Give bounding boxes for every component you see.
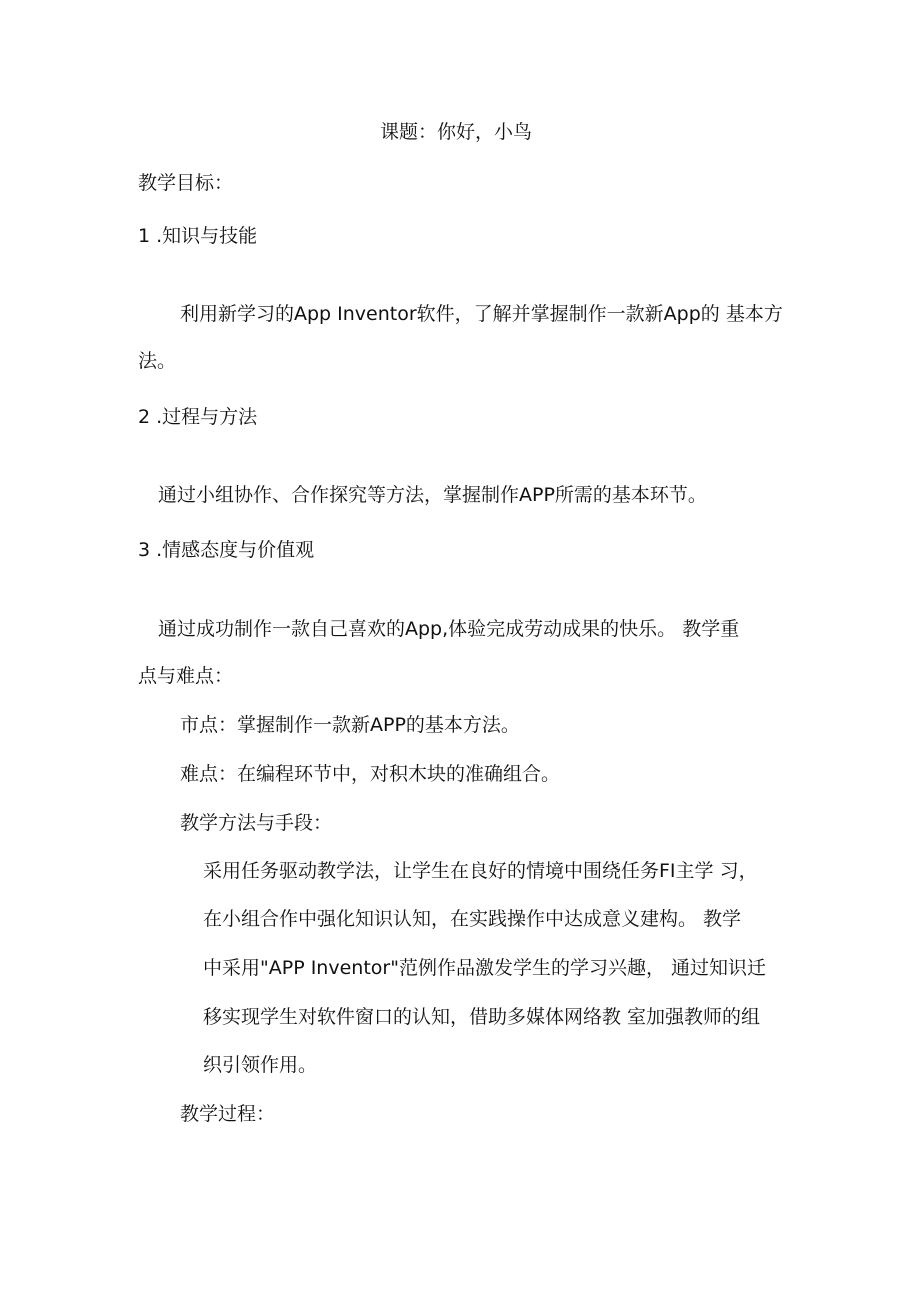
page-title: 课题：你好，小鸟 <box>380 121 533 143</box>
section3-heading: 3 .情感态度与价值观 <box>138 539 315 561</box>
objectives-heading: 教学目标： <box>138 172 234 194</box>
difficult-point: 难点：在编程环节中，对积木块的准确组合。 <box>180 763 561 785</box>
process-heading: 教学过程： <box>180 1103 276 1125</box>
section1-heading: 1 .知识与技能 <box>138 225 258 247</box>
methods-line: 织引领作用。 <box>203 1054 318 1076</box>
methods-heading: 教学方法与手段： <box>180 812 333 834</box>
methods-line: 采用任务驱动教学法，让学生在良好的情境中围绕任务FI主学 习， <box>203 860 758 882</box>
section1-paragraph-line: 利用新学习的App Inventor软件，了解并掌握制作一款新App的 基本方 <box>180 303 783 325</box>
key-point: 市点：掌握制作一款新APP的基本方法。 <box>180 714 520 736</box>
section3-paragraph-line: 通过成功制作一款自己喜欢的App,体验完成劳动成果的快乐。 教学重 <box>158 618 740 640</box>
section2-heading: 2 .过程与方法 <box>138 406 258 428</box>
section3-paragraph-line: 点与难点： <box>138 665 234 687</box>
methods-line: 中采用"APP Inventor"范例作品激发学生的学习兴趣， 通过知识迁 <box>203 957 766 979</box>
methods-line: 移实现学生对软件窗口的认知，借助多媒体网络教 室加强教师的组 <box>203 1006 761 1028</box>
methods-line: 在小组合作中强化知识认知，在实践操作中达成意义建构。 教学 <box>203 908 742 930</box>
section2-paragraph: 通过小组协作、合作探究等方法，掌握制作APP所需的基本环节。 <box>158 484 707 506</box>
section1-paragraph-line: 法。 <box>138 350 177 372</box>
